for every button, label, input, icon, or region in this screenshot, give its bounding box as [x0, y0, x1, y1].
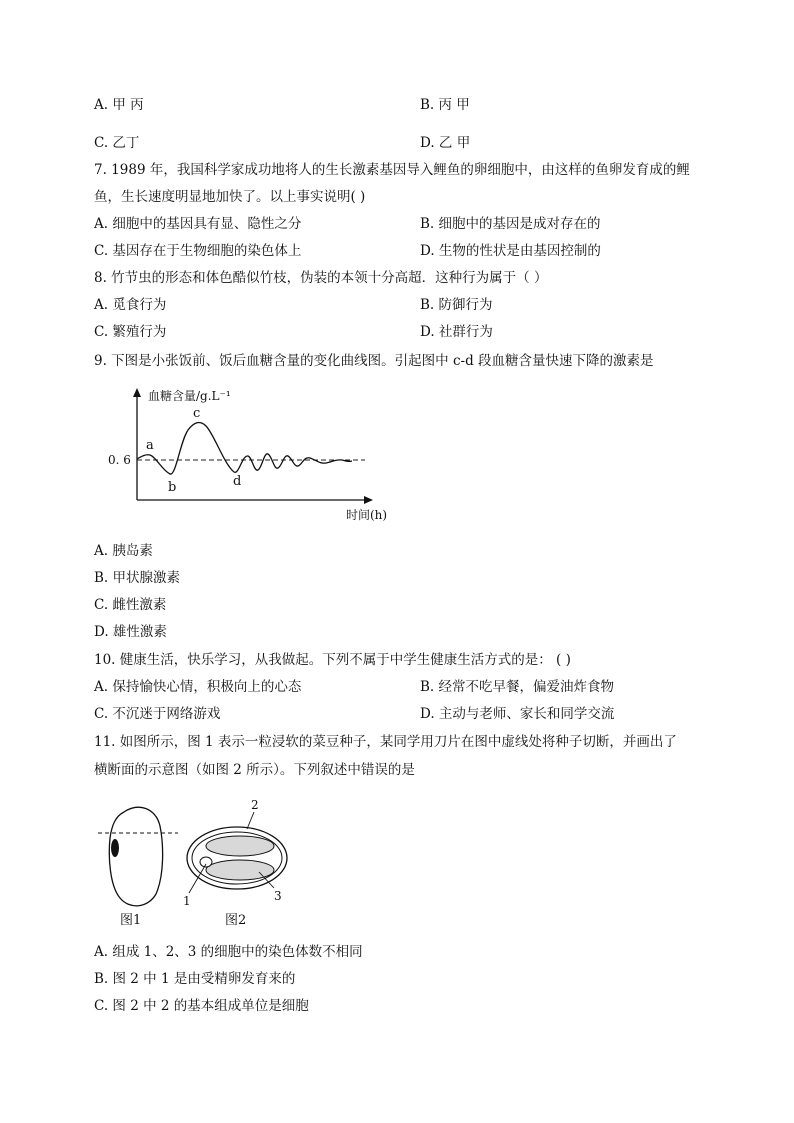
blood-sugar-curve [137, 423, 352, 475]
q7-option-c[interactable]: C. 基因存在于生物细胞的染色体上 [94, 243, 302, 259]
q7-stem-line1: 7. 1989 年，我国科学家成功地将人的生长激素基因导入鲤鱼的卵细胞中，由这样的鱼卵发育成的鲤 [94, 162, 690, 178]
label-2: 2 [251, 798, 259, 812]
baseline-tick-label: 0. 6 [108, 453, 131, 467]
q6-option-c[interactable]: C. 乙丁 [94, 135, 140, 151]
pointer-2 [247, 812, 254, 829]
q7-option-b[interactable]: B. 细胞中的基因是成对存在的 [420, 216, 601, 232]
x-axis-label: 时间(h) [346, 508, 388, 522]
q8-option-b[interactable]: B. 防御行为 [420, 297, 493, 313]
q6-option-b[interactable]: B. 丙 甲 [420, 97, 470, 113]
q7-option-d[interactable]: D. 生物的性状是由基因控制的 [420, 243, 601, 259]
q9-option-c[interactable]: C. 雌性激素 [94, 597, 167, 613]
q9-option-a[interactable]: A. 胰岛素 [94, 543, 153, 559]
q6-option-a[interactable]: A. 甲 丙 [94, 97, 144, 113]
q8-option-d[interactable]: D. 社群行为 [420, 324, 493, 340]
q11-option-a[interactable]: A. 组成 1、2、3 的细胞中的染色体数不相同 [94, 944, 363, 960]
q10-option-c[interactable]: C. 不沉迷于网络游戏 [94, 706, 221, 722]
q10-stem: 10. 健康生活，快乐学习，从我做起。下列不属于中学生健康生活方式的是： ( ) [94, 652, 571, 668]
point-b-label: b [168, 480, 177, 495]
fig1-label: 图1 [120, 913, 142, 928]
point-a-label: a [146, 438, 154, 453]
q7-option-a[interactable]: A. 细胞中的基因具有显、隐性之分 [94, 216, 302, 232]
q11-option-c[interactable]: C. 图 2 中 2 的基本组成单位是细胞 [94, 998, 309, 1014]
label-3: 3 [274, 889, 282, 903]
q10-option-b[interactable]: B. 经常不吃早餐，偏爱油炸食物 [420, 679, 615, 695]
q11-stem-line1: 11. 如图所示，图 1 表示一粒浸软的菜豆种子，某同学用刀片在图中虚线处将种子切断，并画出了 [94, 734, 677, 750]
q8-option-c[interactable]: C. 繁殖行为 [94, 324, 167, 340]
point-c-label: c [193, 406, 201, 421]
fig2-label: 图2 [225, 913, 247, 928]
q11-option-b[interactable]: B. 图 2 中 1 是由受精卵发育来的 [94, 971, 296, 987]
cotyledon-top [206, 836, 274, 856]
x-axis-arrow [364, 496, 373, 504]
q9-option-b[interactable]: B. 甲状腺激素 [94, 570, 181, 586]
q10-option-a[interactable]: A. 保持愉快心情，积极向上的心态 [94, 679, 302, 695]
embryo-small [200, 857, 212, 867]
y-axis-label: 血糖含量/g.L⁻¹ [148, 389, 231, 403]
q8-option-a[interactable]: A. 觅食行为 [94, 297, 167, 313]
q9-option-d[interactable]: D. 雄性激素 [94, 624, 167, 640]
point-d-label: d [233, 474, 242, 489]
label-1: 1 [183, 894, 191, 908]
blood-sugar-chart [100, 382, 400, 527]
q9-stem: 9. 下图是小张饭前、饭后血糖含量的变化曲线图。引起图中 c-d 段血糖含量快速下降的激素是 [94, 353, 654, 369]
q6-option-d[interactable]: D. 乙 甲 [420, 135, 471, 151]
q10-option-d[interactable]: D. 主动与老师、家长和同学交流 [420, 706, 615, 722]
seed-figures [94, 798, 314, 928]
q7-stem-line2: 鱼，生长速度明显地加快了。以上事实说明( ) [94, 189, 366, 205]
q11-stem-line2: 横断面的示意图（如图 2 所示）。下列叙述中错误的是 [94, 762, 415, 778]
y-axis-arrow [133, 388, 141, 397]
bean-hilum [111, 839, 119, 857]
q8-stem: 8. 竹节虫的形态和体色酷似竹枝，伪装的本领十分高超．这种行为属于（ ） [94, 270, 548, 286]
bean-seed-outline [109, 807, 162, 906]
